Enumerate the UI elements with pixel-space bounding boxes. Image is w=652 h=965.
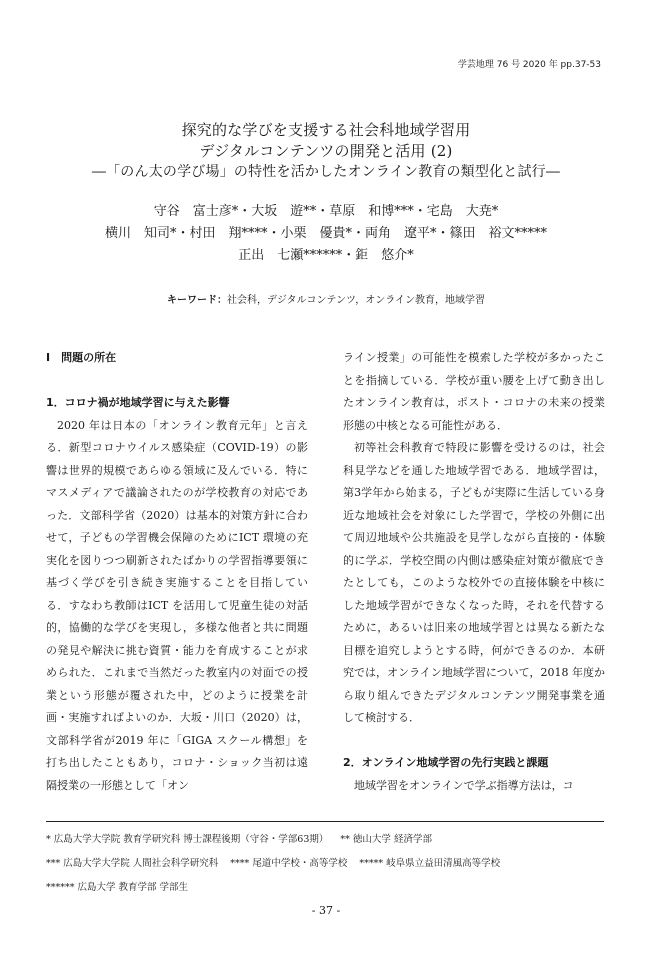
footnote-2: ** 徳山大学 経済学部 xyxy=(340,834,432,845)
title-subtitle: ―「のん太の学び場」の特性を活かしたオンライン教育の類型化と試行― xyxy=(91,164,561,180)
right-paragraph-1: ライン授業」の可能性を模索した学校が多かったことを指摘している．学校が重い腰を上げて動き出したオンライン教育は，ポスト・コロナの未来の授業形態の中核となる可能性がある． xyxy=(343,351,605,432)
left-paragraph-1: 2020 年は日本の「オンライン教育元年」と言える．新型コロナウイルス感染症（COVID-19）の影響は世界的規模であらゆる領域に及んでいる．特にマスメディアで議論されたのが学校教育の対応であった．文部科学省（2020）は基本的対策方針に合わせて，子どもの学習機会保障のためにICT 環境の充実化を図りつつ刷新されたばかりの学習指導要領に基づく学びを引き続き実施することを目指している．すなわち教師はICT を活用して児童生徒の対話的，協働的な学びを実現し，多様な他者と共に問題の発見や解決に挑む資質・能力を育成することが求められた．これまで当然だった教室内の対面での授業という形態が覆された中，どのように授業を計画・実施すればよいのか．大坂・川口（2020）は，文部科学省が2019 年に「GIGA スクール構想」を打ち出したこともあり，コロナ・ショック当初は遠隔授業の一形態として「オン xyxy=(46,418,308,792)
keywords xyxy=(0,291,652,306)
authors-line-2: 横川 知司*・村田 翔****・小栗 優貴*・両角 遼平*・篠田 裕文***** xyxy=(104,226,547,241)
keywords-text: 社会科，デジタルコンテンツ，オンライン教育，地域学習 xyxy=(227,295,485,306)
right-paragraph-2: 初等社会科教育で特段に影響を受けるのは，社会科見学などを通した地域学習である．地域学習は，第3学年から始まる，子どもが実際に生活している身近な地域社会を対象にした学習で，学校の外側に出て周辺地域や公共施設を見学しながら直接的・体験的に学ぶ．学校空間の内側は感染症対策が徹底できたとしても，このような校外での直接体験を中核にした地域学習ができなくなった時，それを代替するために，あるいは旧来の地域学習とは異なる新たな目標を追究しようとする時，何ができるのか．本研究では，オンライン地域学習について，2018 年度から取り組んできたデジタルコンテンツ開発事業を通して検討する． xyxy=(343,441,605,724)
footnote-row-1 xyxy=(46,831,606,845)
footnote-row-2 xyxy=(46,855,606,869)
subheading-1: 1．コロナ禍が地域学習に与えた影響 xyxy=(46,396,230,409)
title-line-1: 探究的な学びを支援する社会科地域学習用 xyxy=(181,121,471,139)
footnote-1: * 広島大学大学院 教育学研究科 博士課程後期（守谷・学部63期） xyxy=(46,834,329,845)
footnote-6: ****** 広島大学 教育学部 学部生 xyxy=(46,882,189,893)
authors-line-3: 正出 七瀬******・鉅 悠介* xyxy=(238,248,414,263)
footnote-3: *** 広島大学大学院 人間社会科学研究科 xyxy=(46,858,219,869)
journal-info: 学芸地理 76 号 2020 年 pp.37-53 xyxy=(457,60,601,70)
authors-line-1: 守谷 富士彦*・大坂 遊**・草原 和博***・宅島 大尭* xyxy=(153,204,499,219)
footnote-row-3 xyxy=(46,879,606,893)
footnote-5: ***** 岐阜県立益田清風高等学校 xyxy=(359,858,501,869)
keywords-label: キーワード： xyxy=(167,295,228,306)
footnote-rule xyxy=(46,821,604,822)
title-line-2: デジタルコンテンツの開発と活用 (2) xyxy=(199,142,453,160)
section-heading: Ⅰ 問題の所在 xyxy=(46,351,117,364)
footnote-4: **** 尾道中学校・高等学校 xyxy=(230,858,348,869)
left-column xyxy=(46,347,308,797)
right-column xyxy=(343,347,605,797)
subheading-2: 2．オンライン地域学習の先行実践と課題 xyxy=(343,756,549,769)
page-number: - 37 - xyxy=(311,904,341,917)
right-paragraph-3: 地域学習をオンラインで学ぶ指導方法は，コ xyxy=(354,778,574,792)
